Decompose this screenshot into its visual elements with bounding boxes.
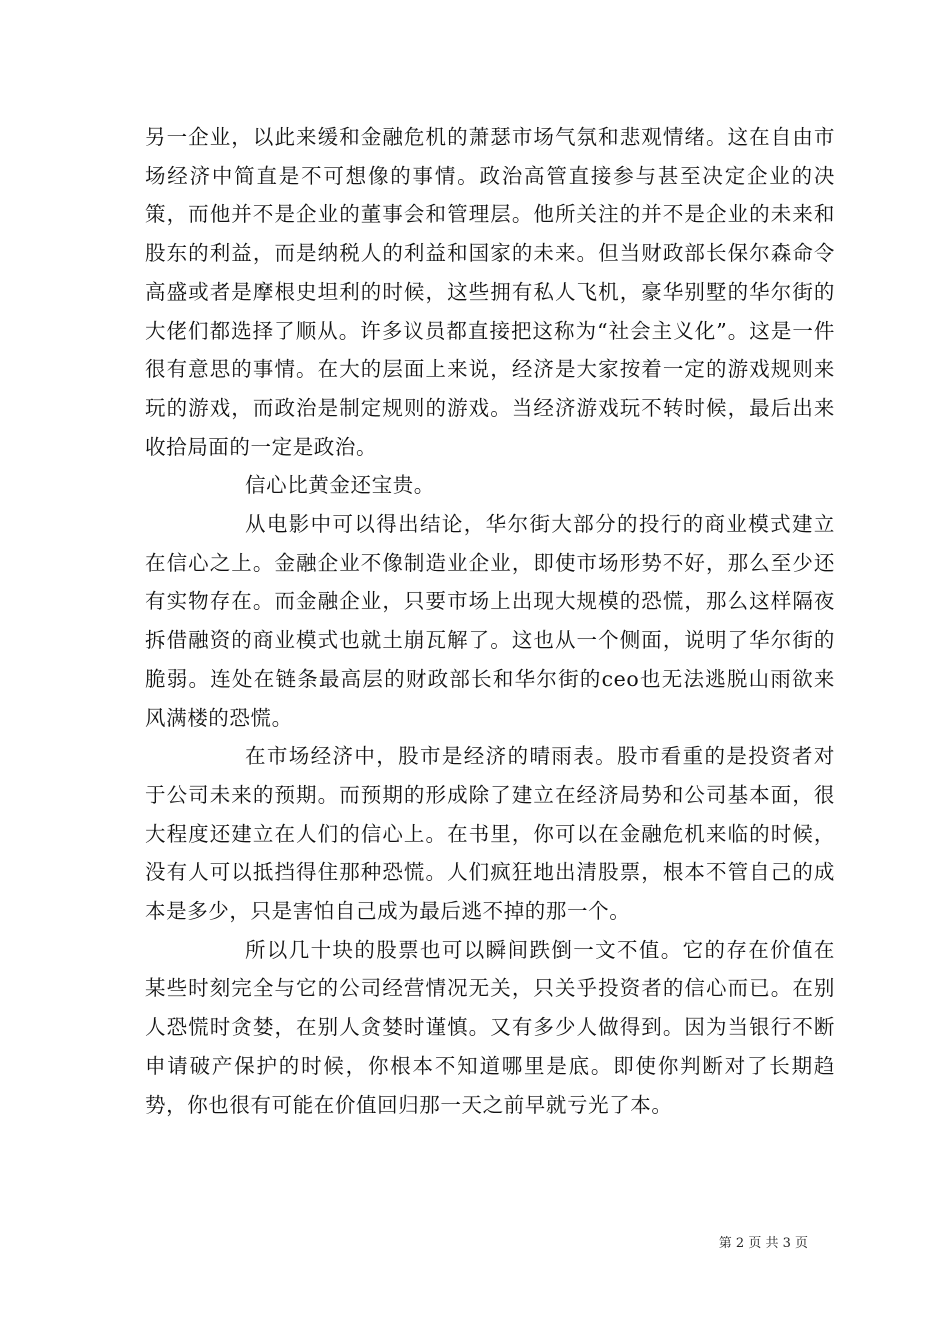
paragraph-continuation: 另一企业，以此来缓和金融危机的萧瑟市场气氛和悲观情绪。这在自由市场经济中简直是不可想像的事情。政治高管直接参与甚至决定企业的决策，而他并不是企业的董事会和管理层。他所关注的并不是企业的未来和股东的利益，而是纳税人的利益和国家的未来。但当财政部长保尔森命令高盛或者是摩根史坦利的时候，这些拥有私人飞机，豪华别墅的华尔街的大佬们都选择了顺从。许多议员都直接把这称为“社会主义化”。这是一件很有意思的事情。在大的层面上来说，经济是大家按着一定的游戏规则来玩的游戏，而政治是制定规则的游戏。当经济游戏玩不转时候，最后出来收拾局面的一定是政治。 (145, 125, 835, 459)
document-body (145, 118, 835, 1124)
paragraph-subheading: 信心比黄金还宝贵。 (245, 473, 435, 498)
paragraph-value: 所以几十块的股票也可以瞬间跌倒一文不值。它的存在价值在某些时刻完全与它的公司经营情况无关，只关乎投资者的信心而已。在别人恐慌时贪婪，在别人贪婪时谨慎。又有多少人做得到。因为当银行不断申请破产保护的时候，你根本不知道哪里是底。即使你判断对了长期趋势，你也很有可能在价值回归那一天之前早就亏光了本。 (145, 937, 835, 1117)
page-number-footer: 第 2 页 共 3 页 (718, 1236, 808, 1251)
paragraph-confidence: 从电影中可以得出结论，华尔街大部分的投行的商业模式建立在信心之上。金融企业不像制造业企业，即使市场形势不好，那么至少还有实物存在。而金融企业，只要市场上出现大规模的恐慌，那么这样隔夜拆借融资的商业模式也就土崩瓦解了。这也从一个侧面，说明了华尔街的脆弱。连处在链条最高层的财政部长和华尔街的ceo也无法逃脱山雨欲来风满楼的恐慌。 (145, 512, 835, 730)
paragraph-stock-market: 在市场经济中，股市是经济的晴雨表。股市看重的是投资者对于公司未来的预期。而预期的形成除了建立在经济局势和公司基本面，很大程度还建立在人们的信心上。在书里，你可以在金融危机来临的时候，没有人可以抵挡得住那种恐慌。人们疯狂地出清股票，根本不管自己的成本是多少，只是害怕自己成为最后逃不掉的那一个。 (145, 744, 835, 924)
